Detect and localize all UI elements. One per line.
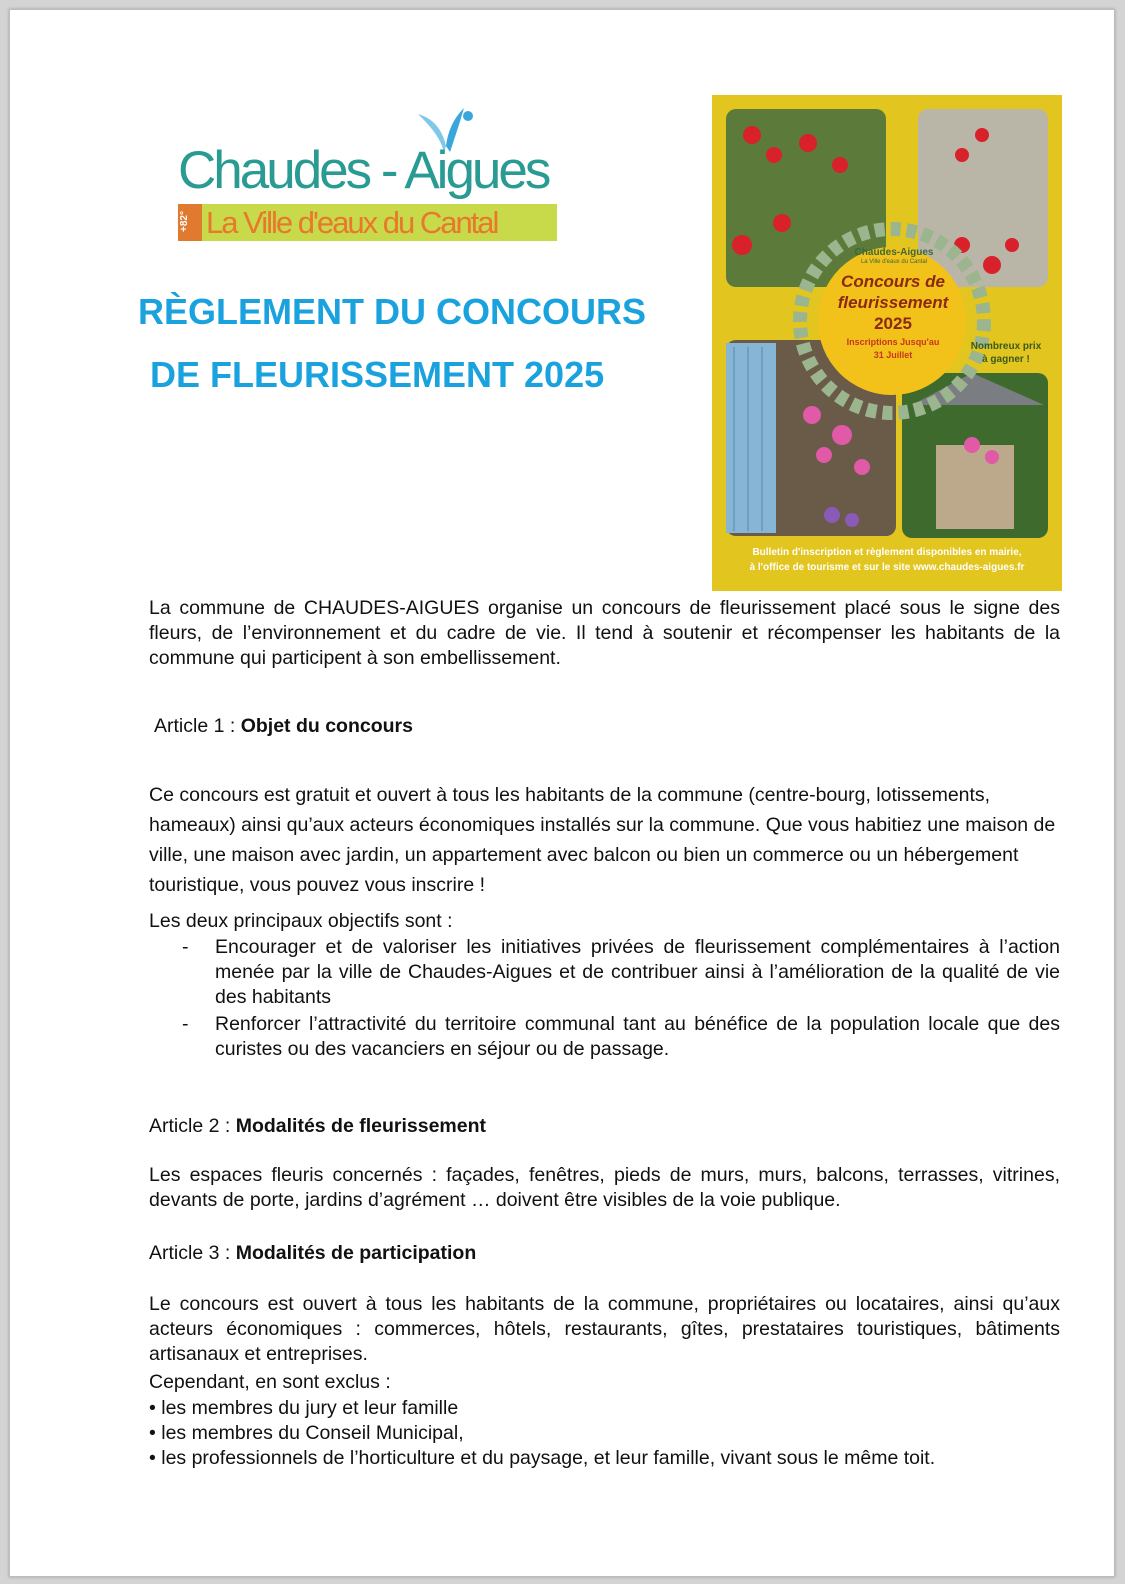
exclusion-item: • les membres du Conseil Municipal, xyxy=(149,1422,464,1444)
objectives-intro: Les deux principaux objectifs sont : xyxy=(149,910,453,932)
poster-footer-line1: Bulletin d'inscription et règlement disponibles en mairie, xyxy=(752,547,1022,558)
page-title-line2: DE FLEURISSEMENT 2025 xyxy=(150,354,605,395)
poster-logo-name: Chaudes-Aigues xyxy=(854,247,934,258)
page-title-line1: RÈGLEMENT DU CONCOURS xyxy=(138,291,647,332)
poster-title-line2: fleurissement xyxy=(837,293,949,312)
article2-heading: Article 2 : Modalités de fleurissement xyxy=(149,1115,487,1137)
intro-paragraph: La commune de CHAUDES-AIGUES organise un concours de fleurissement placé sous le signe des fleurs, de l’environnement et du cadre de vie. Il tend à soutenir et récompenser les habitants de la commune qui participent à son embellissement. xyxy=(149,597,1060,669)
poster-prizes-line2: à gagner ! xyxy=(982,354,1030,365)
poster-prizes-line1: Nombreux prix xyxy=(970,341,1042,352)
poster-title-line3: 2025 xyxy=(874,314,912,333)
logo-tagline: La Ville d'eaux du Cantal xyxy=(206,205,498,240)
article3-heading: Article 3 : Modalités de participation xyxy=(149,1242,477,1264)
poster-deadline-line2: 31 Juillet xyxy=(873,350,913,360)
town-logo xyxy=(178,106,560,246)
article3-paragraph: Le concours est ouvert à tous les habitants de la commune, propriétaires ou locataires, ainsi qu’aux acteurs économiques : commerces, hôtels, restaurants, gîtes, prestataires touristiques, bâtiments artisanaux et entreprises. xyxy=(149,1293,1060,1365)
poster-footer-line2: à l'office de tourisme et sur le site www.chaudes-aigues.fr xyxy=(749,562,1025,573)
contest-poster xyxy=(712,95,1062,591)
logo-name: Chaudes - Aigues xyxy=(178,141,549,200)
logo-band xyxy=(178,204,557,241)
poster-title-line1: Concours de xyxy=(841,272,945,291)
logo-degree-badge: +82° xyxy=(178,204,202,241)
article1-paragraph: Ce concours est gratuit et ouvert à tous les habitants de la commune (centre-bourg, lotissements, hameaux) ainsi qu’aux acteurs économiques installés sur la commune. Que vous habitiez une maison de ville, une maison avec jardin, un appartement avec balcon ou bien un commerce ou un hébergement touristique, vous pouvez vous inscrire ! xyxy=(149,784,1056,896)
poster-logo-tagline: La Ville d'eaux du Cantal xyxy=(860,259,928,265)
poster-deadline-line1: Inscriptions Jusqu'au xyxy=(846,337,940,347)
article2-paragraph: Les espaces fleuris concernés : façades, fenêtres, pieds de murs, murs, balcons, terrasses, vitrines, devants de porte, jardins d’agrément … doivent être visibles de la voie publique. xyxy=(149,1164,1060,1211)
exclusions-intro: Cependant, en sont exclus : xyxy=(149,1371,391,1393)
article1-heading: Article 1 : Objet du concours xyxy=(154,715,413,737)
exclusion-item: • les professionnels de l’horticulture et du paysage, et leur famille, vivant sous le même toit. xyxy=(149,1447,936,1469)
document-page: Chaudes - Aigues +82° La Ville d'eaux du Cantal RÈGLEMENT DU CONCOURS DE FLEURISSEMENT 2025 Chaudes-Aigues La Ville d'eaux du Cantal Concours de fleurissement 2025 Inscriptions Jusqu'au 31 Juillet Nombreux prix à gagner ! Bulletin d'inscription et règlement disponibles en mairie, à l'office de tourisme et sur le site www.chaudes-aigues.fr La commune de CHAUDES-AIGUES organise un concours de fleurissement placé sous le signe des fleurs, de l’environnement et du cadre de vie. Il tend à soutenir et récompenser les habitants de la commune qui participent à son embellissement. Article 1 : Objet du concours Ce concours est gratuit et ouvert à tous les habitants de la commune (centre-bourg, lotissements, hameaux) ainsi qu’aux acteurs économiques installés sur la commune. Que vous habitiez une maison de ville, une maison avec jardin, un appartement avec balcon ou bien un commerce ou un hébergement touristique, vous pouvez vous inscrire ! Les deux principaux objectifs sont : - Encourager et de valoriser les initiatives privées de fleurissement complémentaires à l’action menée par la ville de Chaudes-Aigues et de contribuer ainsi à l’amélioration de la qualité de vie des habitants - Renforcer l’attractivité du territoire communal tant au bénéfice de la population locale que des curistes ou des vacanciers en séjour ou de passage. Article 2 : Modalités de fleurissement Les espaces fleuris concernés : façades, fenêtres, pieds de murs, murs, balcons, terrasses, vitrines, devants de porte, jardins d’agrément … doivent être visibles de la voie publique. Article 3 : Modalités de participation Le concours est ouvert à tous les habitants de la commune, propriétaires ou locataires, ainsi qu’aux acteurs économiques : commerces, hôtels, restaurants, gîtes, prestataires touristiques, bâtiments artisanaux et entreprises. Cependant, en sont exclus : • les membres du jury et leur famille • les membres du Conseil Municipal, • les professionnels de l’horticulture et du paysage, et leur famille, vivant sous le même toit. xyxy=(9,9,1115,1577)
exclusion-item: • les membres du jury et leur famille xyxy=(149,1397,459,1419)
